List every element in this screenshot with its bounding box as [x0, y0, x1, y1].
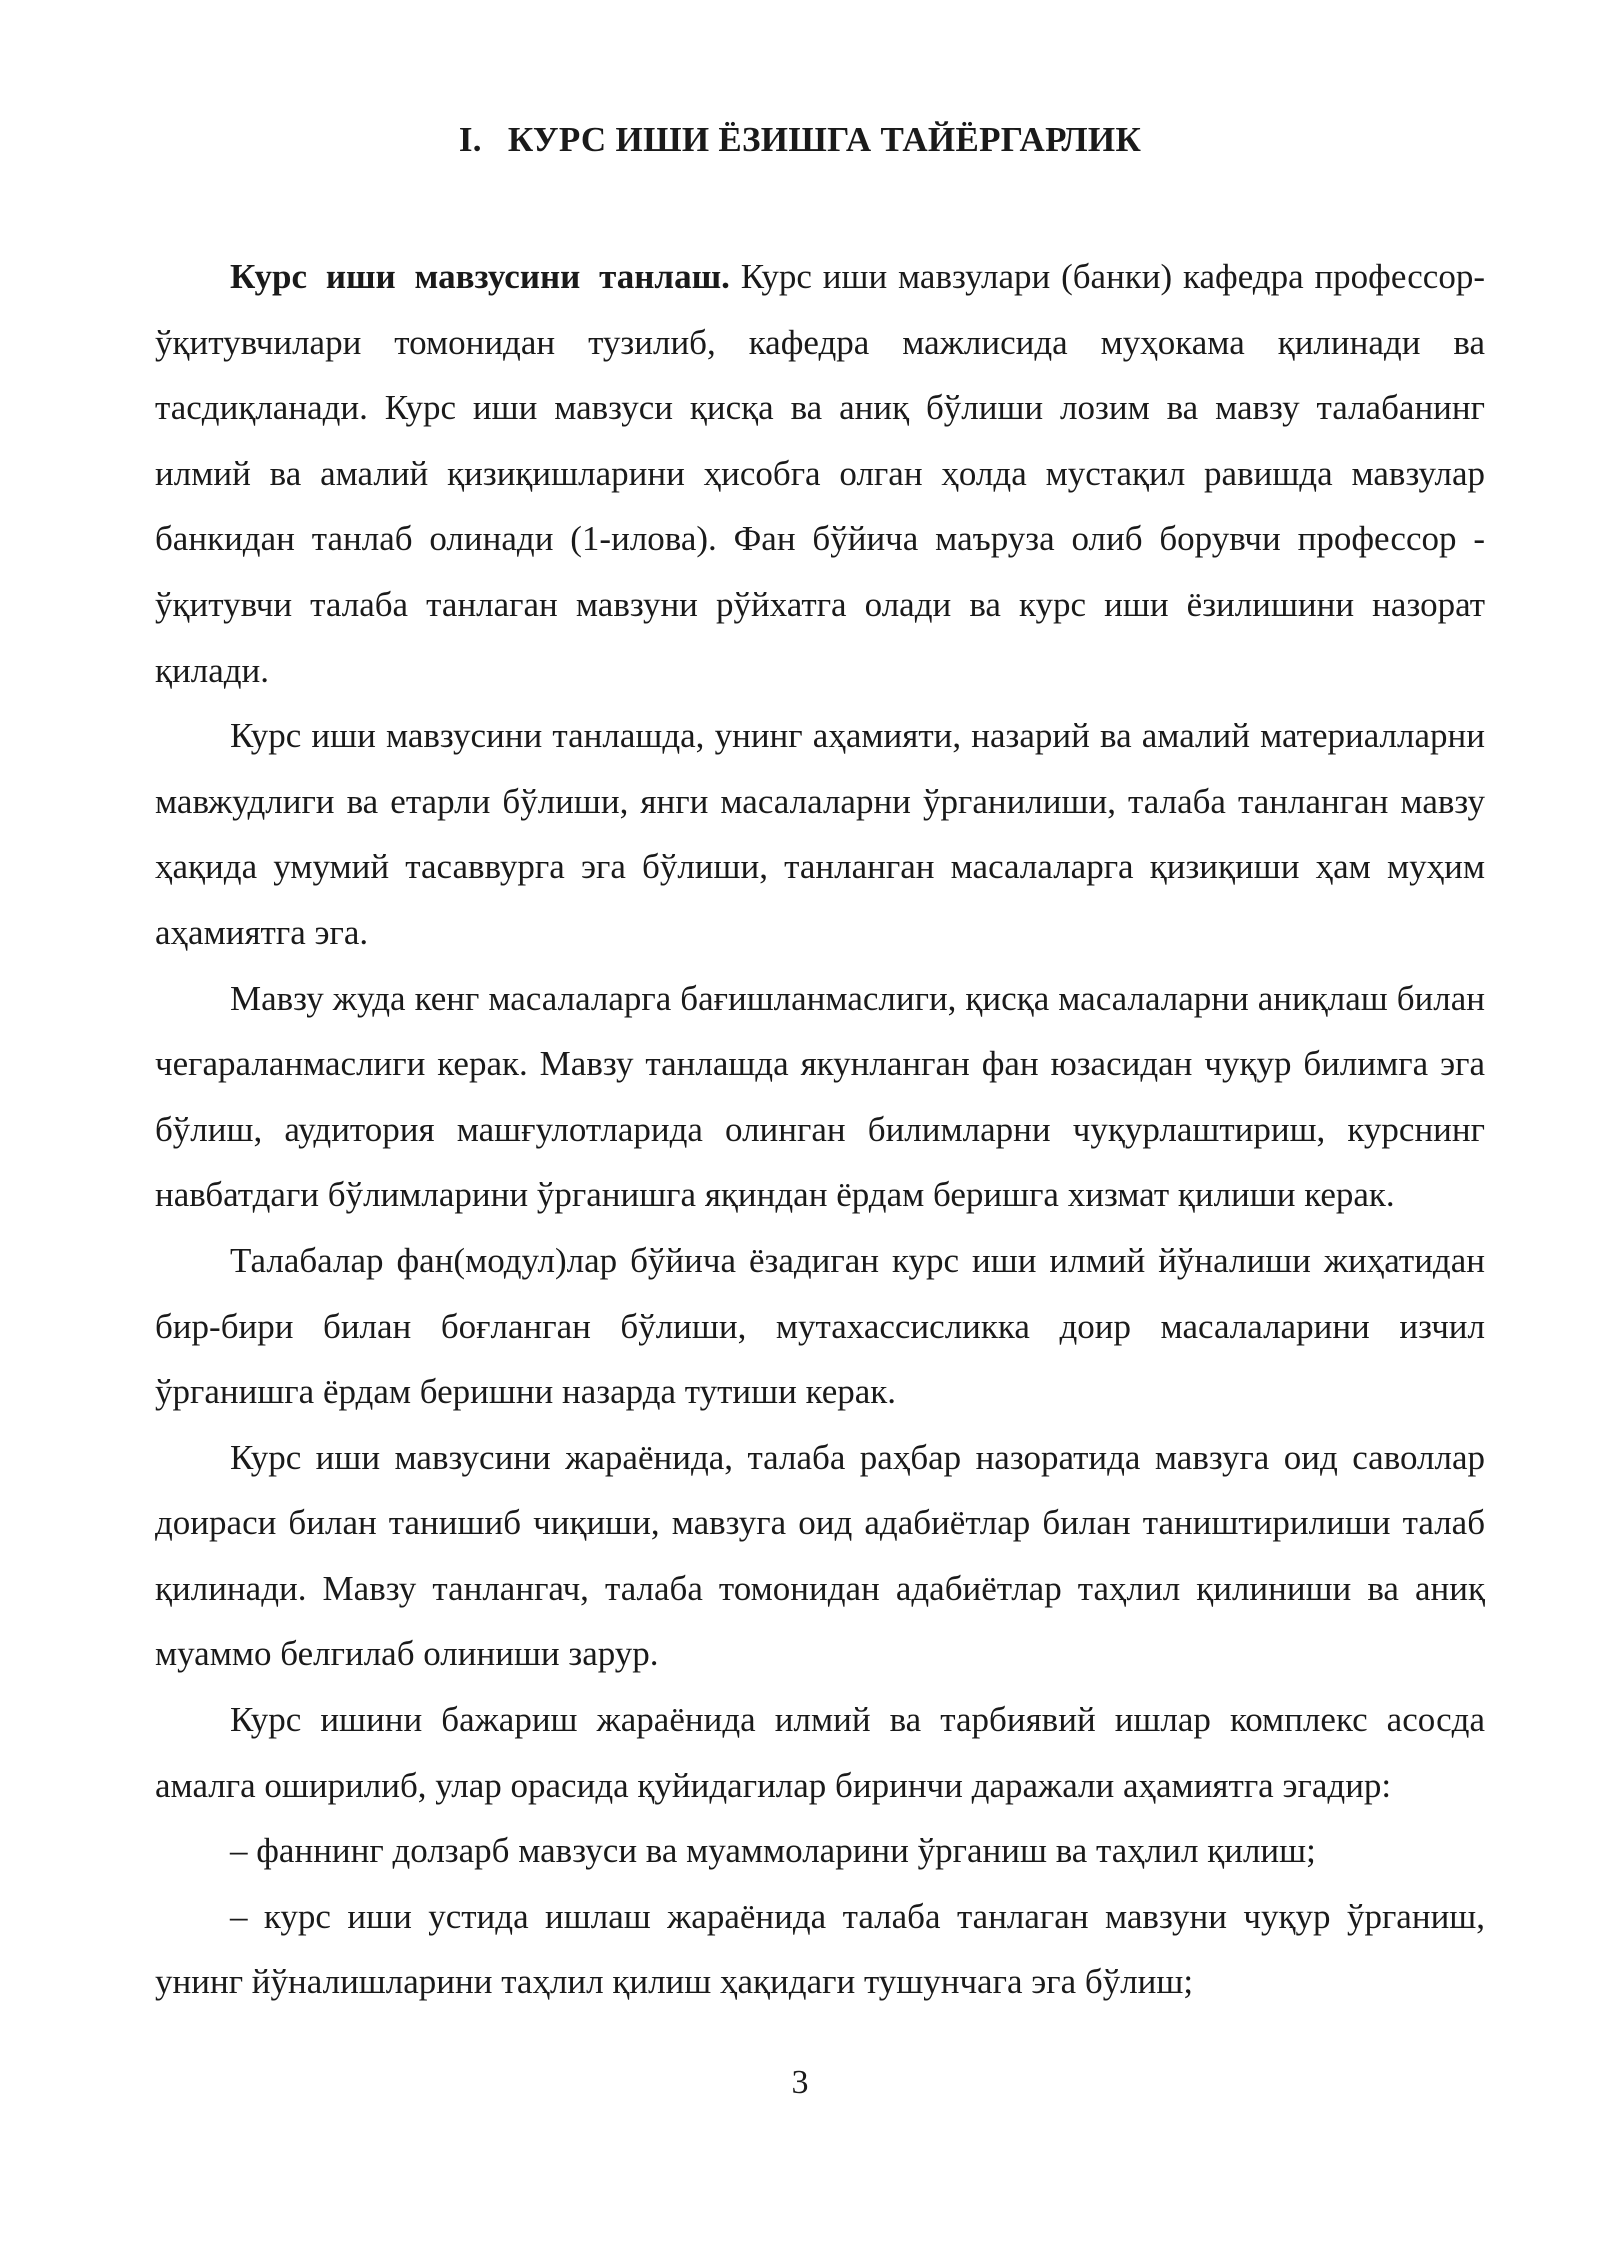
paragraph: Курс иши мавзусини жараёнида, талаба раҳбар назоратида мавзуга оид саволлар доираси билан танишиб чиқиши, мавзуга оид адабиётлар билан таништирилиши талаб қилинади. Мавзу танлангач, талаба томонидан адабиётлар таҳлил қилиниши ва аниқ муаммо белгилаб олиниши зарур.	[155, 1437, 1485, 1674]
list-item: – курс иши устида ишлаш жараёнида талаба танлаган мавзуни чуқур ўрганиш, унинг йўналишларини таҳлил қилиш ҳақидаги тушунчага эга бўлиш;	[155, 1896, 1485, 2002]
heading-text: КУРС ИШИ ЁЗИШГА ТАЙЁРГАРЛИК	[507, 120, 1142, 159]
paragraph-text: Курс иши мавзулари (банки) кафедра профессор-ўқитувчилари томонидан тузилиб, кафедра мажлисида муҳокама қилинади ва тасдиқланади. Курс иши мавзуси қисқа ва аниқ бўлиши лозим ва мавзу талабанинг илмий ва амалий қизиқишларини ҳисобга олган ҳолда мустақил равишда мавзулар банкидан танлаб олинади (1-илова). Фан бўйича маъруза олиб борувчи профессор - ўқитувчи талаба танлаган мавзуни рўйхатга олади ва курс иши ёзилишини назорат қилади.	[155, 257, 1485, 690]
page-number: 3	[791, 2064, 809, 2101]
document-body	[155, 244, 1485, 2015]
heading-number: I.	[458, 120, 482, 159]
paragraph-topic-selection	[155, 244, 1485, 703]
paragraph-lead: Курс иши мавзусини танлаш.	[230, 257, 730, 296]
paragraph: Курс ишини бажариш жараёнида илмий ва тарбиявий ишлар комплекс асосда амалга оширилиб, улар орасида қуйидагилар биринчи даражали аҳамиятга эгадир:	[155, 1700, 1485, 1805]
paragraph: Мавзу жуда кенг масалаларга бағишланмаслиги, қисқа масалаларни аниқлаш билан чегараланмаслиги керак. Мавзу танлашда якунланган фан юзасидан чуқур билимга эга бўлиш, аудитория машғулотларида олинган билимларни чуқурлаштириш, курснинг навбатдаги бўлимларини ўрганишга яқиндан ёрдам беришга хизмат қилиши керак.	[155, 978, 1485, 1215]
paragraph: Курс иши мавзусини танлашда, унинг аҳамияти, назарий ва амалий материалларни мавжудлиги ва етарли бўлиши, янги масалаларни ўрганилиши, талаба танланган мавзу ҳақида умумий тасаввурга эга бўлиши, танланган масалаларга қизиқиши ҳам муҳим аҳамиятга эга.	[155, 716, 1485, 952]
paragraph: Талабалар фан(модул)лар бўйича ёзадиган курс иши илмий йўналиши жиҳатидан бир-бири билан боғланган бўлиши, мутахассисликка доир масалаларини изчил ўрганишга ёрдам беришни назарда тутиши керак.	[155, 1240, 1485, 1412]
section-heading	[0, 118, 1600, 162]
list-item: – фаннинг долзарб мавзуси ва муаммоларини ўрганиш ва таҳлил қилиш;	[230, 1831, 1316, 1871]
